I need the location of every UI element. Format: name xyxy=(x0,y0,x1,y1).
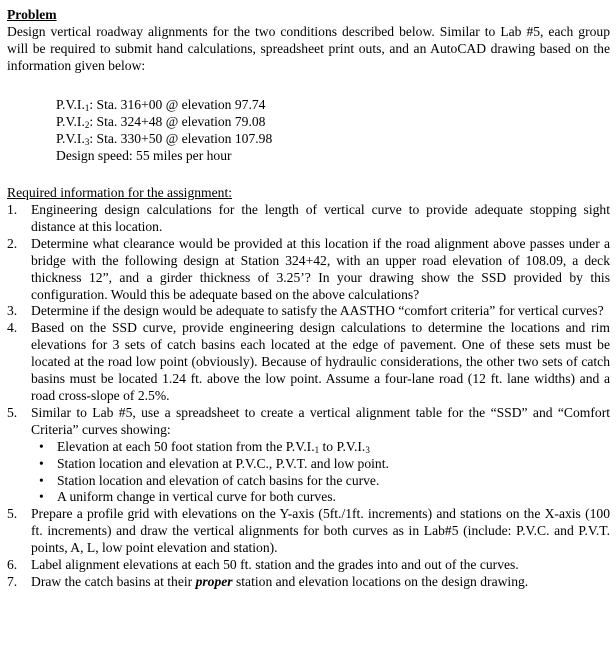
emphasis-text: proper xyxy=(195,573,233,589)
item-number: 3. xyxy=(7,303,18,319)
bullet-item xyxy=(31,473,610,490)
item-text: Draw the catch basins at their xyxy=(31,573,196,589)
item-number: 6. xyxy=(7,557,18,573)
pvi-line-1 xyxy=(56,97,456,114)
item-number: 7. xyxy=(7,573,18,589)
pvi-list xyxy=(56,97,456,165)
list-item xyxy=(7,202,610,236)
bullet-icon: • xyxy=(39,455,44,471)
bullet-icon: • xyxy=(39,472,44,488)
list-item xyxy=(7,236,610,304)
bullet-item xyxy=(31,456,610,473)
bullet-list xyxy=(31,439,610,507)
pvi-value: : Sta. 316+00 @ elevation 97.74 xyxy=(89,97,266,112)
pvi-subscript: 2 xyxy=(84,119,90,130)
pvi-subscript: 3 xyxy=(365,444,370,455)
problem-section xyxy=(7,7,610,75)
design-speed: Design speed: 55 miles per hour xyxy=(56,147,232,163)
bullet-text: Station location and elevation at P.V.C., P.V.T. and low point. xyxy=(57,455,389,471)
pvi-value: : Sta. 330+50 @ elevation 107.98 xyxy=(89,130,273,146)
pvi-subscript: 1 xyxy=(314,444,320,455)
pvi-subscript: 3 xyxy=(84,136,90,147)
list-item xyxy=(7,320,610,405)
pvi-label: P.V.I. xyxy=(56,130,85,146)
pvi-label: P.V.I. xyxy=(56,97,85,112)
list-item xyxy=(7,574,610,591)
bullet-item xyxy=(31,489,610,506)
pvi-value: : Sta. 324+48 @ elevation 79.08 xyxy=(89,113,266,129)
list-item xyxy=(7,303,610,320)
bullet-icon: • xyxy=(39,438,44,454)
item-number: 4. xyxy=(7,320,18,336)
item-text: Based on the SSD curve, provide engineering design calculations to determine the locations and rim elevations for 3 sets of catch basins each located at the edge of pavement. One of these sets must be located at the road low point (obviously). Because of hydraulic considerations, the other two sets of catch basins must be located 1.24 ft. above the low point. Assume a four-lane road (12 ft. lane widths) and a road cross-slope of 2.5%. xyxy=(31,320,610,403)
item-number: 5. xyxy=(7,506,18,522)
item-number: 1. xyxy=(7,202,18,217)
pvi-line-3 xyxy=(56,131,456,148)
item-text: Determine if the design would be adequate to satisfy the AASTHO “comfort criteria” for vertical curves? xyxy=(31,303,604,319)
problem-title: Problem xyxy=(7,7,57,22)
list-item xyxy=(7,405,610,506)
bullet-icon: • xyxy=(39,489,44,505)
bullet-text: to P.V.I. xyxy=(319,438,366,454)
requirements-heading: Required information for the assignment: xyxy=(7,185,233,200)
item-text: station and elevation locations on the design drawing. xyxy=(232,573,529,589)
item-text: Prepare a profile grid with elevations on the Y-axis (5ft./1ft. increments) and stations on the X-axis (100 ft. increments) and draw the vertical alignments for both curves as in Lab#5 (include: P.V.C. and P.V.T. points, A, L, low point elevation and station). xyxy=(31,506,610,556)
pvi-label: P.V.I. xyxy=(56,113,85,129)
list-item xyxy=(7,557,610,574)
problem-intro: Design vertical roadway alignments for the two conditions described below. Similar to Lab #5, each group will be required to submit hand calculations, spreadsheet print outs, and an AutoCAD drawing based on the information given below: xyxy=(7,23,610,73)
pvi-subscript: 1 xyxy=(84,103,90,113)
item-text: Label alignment elevations at each 50 ft. station and the grades into and out of the curves. xyxy=(31,557,519,573)
requirements-list xyxy=(7,202,610,591)
bullet-item xyxy=(31,439,610,456)
bullet-text: A uniform change in vertical curve for both curves. xyxy=(57,489,336,505)
item-text: Engineering design calculations for the length of vertical curve to provide adequate stopping sight distance at this location. xyxy=(31,202,610,234)
item-number: 5. xyxy=(7,404,18,420)
bullet-text: Station location and elevation of catch basins for the curve. xyxy=(57,472,380,488)
bullet-text: Elevation at each 50 foot station from the P.V.I. xyxy=(57,438,315,454)
list-item xyxy=(7,506,610,557)
item-number: 2. xyxy=(7,235,18,251)
item-text: Similar to Lab #5, use a spreadsheet to create a vertical alignment table for the “SSD” and “Comfort Criteria” curves showing: xyxy=(31,404,610,437)
item-text: Determine what clearance would be provided at this location if the road alignment above passes under a bridge with the following design at Station 324+42, with an upper road elevation of 108.09, a deck thickness 12”, and a girder thickness of 3.25’? In your drawing show the SSD provided by this configuration. Would this be adequate based on the above calculations? xyxy=(31,235,610,302)
pvi-line-2 xyxy=(56,114,456,131)
